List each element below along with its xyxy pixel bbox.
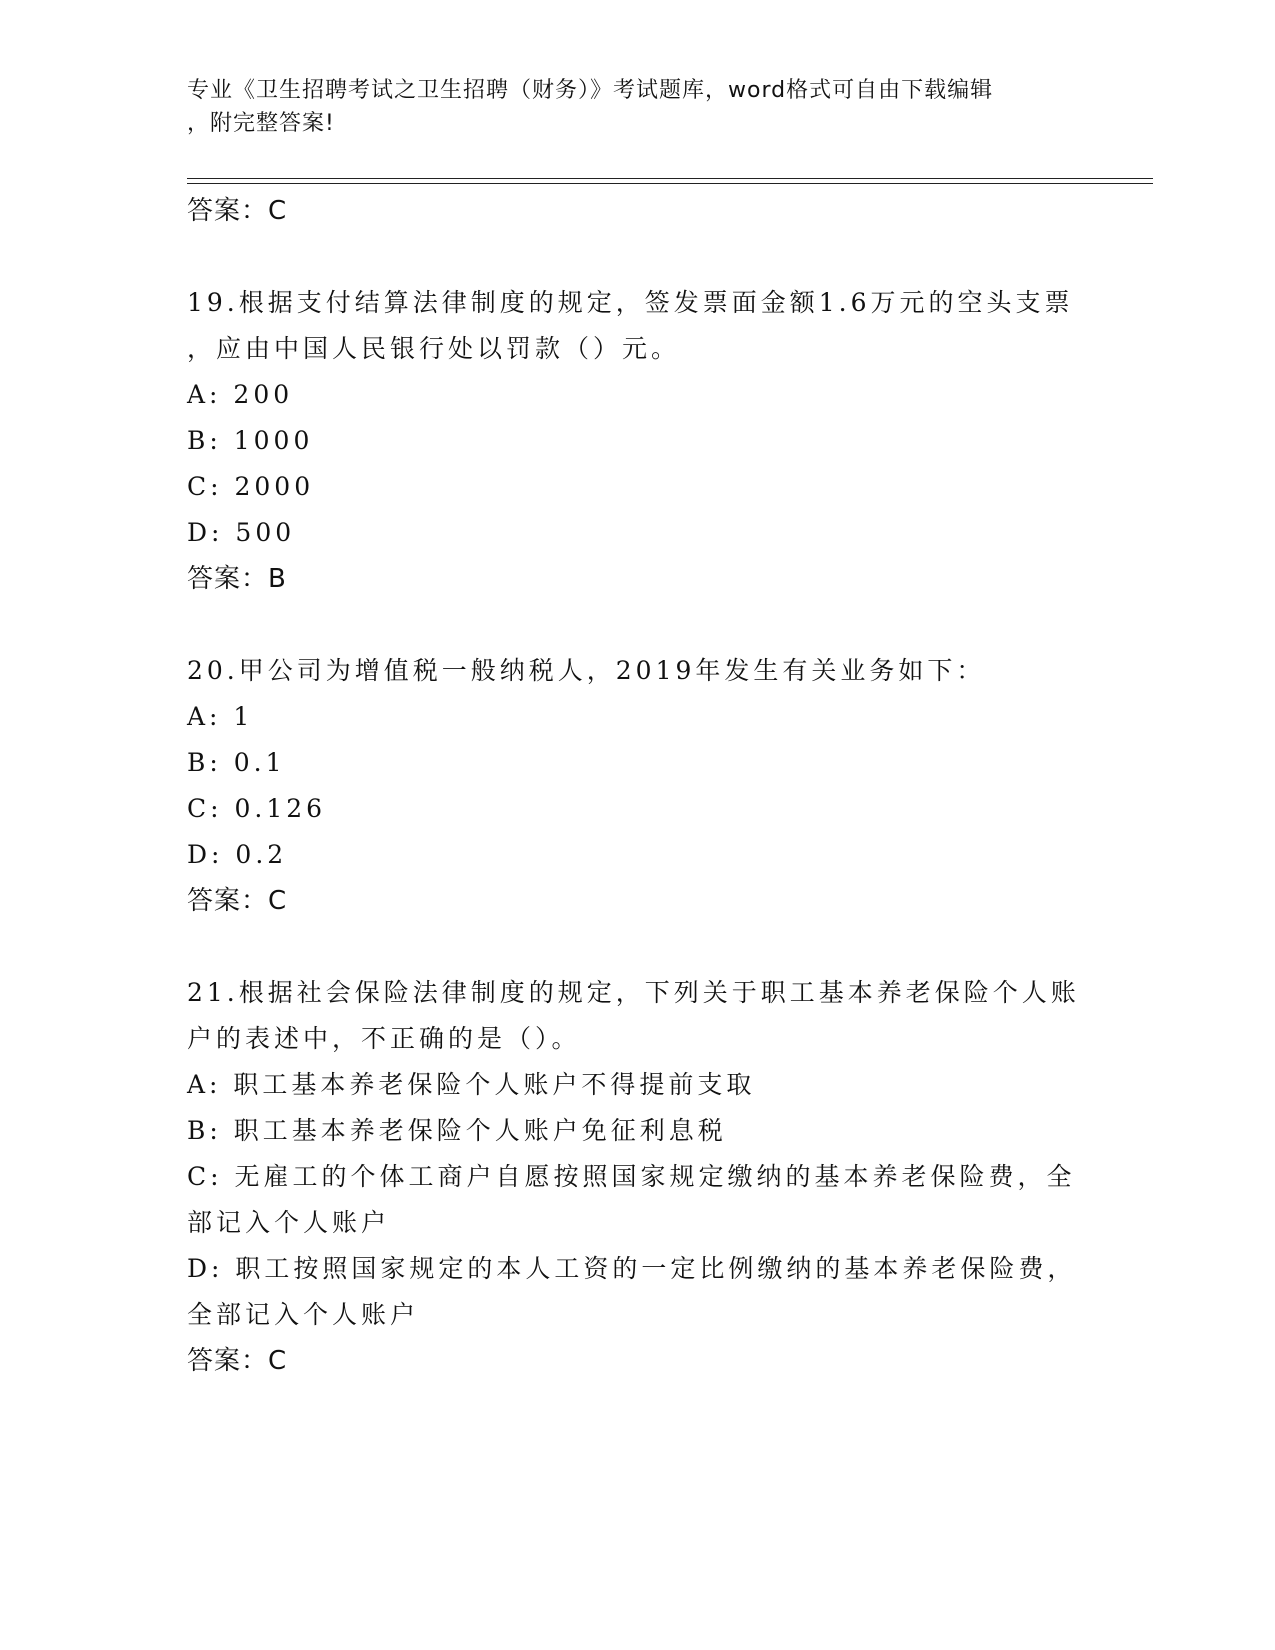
- header-line-2: ，附完整答案!: [187, 111, 335, 136]
- question-text-line: 户的表述中，不正确的是（）。: [187, 1024, 581, 1053]
- answer-line: 答案：B: [187, 564, 287, 594]
- question-text-line: 21.根据社会保险法律制度的规定，下列关于职工基本养老保险个人账: [187, 978, 1080, 1007]
- question-list: [187, 188, 1087, 1384]
- question-text-line: 20.甲公司为增值税一般纳税人，2019年发生有关业务如下：: [187, 656, 986, 685]
- answer-line: 答案：C: [187, 886, 288, 916]
- option-d: D: 500: [187, 518, 296, 547]
- question-block: [187, 970, 1087, 1384]
- spacer: [187, 924, 1087, 970]
- option-b: B: 1000: [187, 426, 314, 455]
- option-b: B: 职工基本养老保险个人账户免征利息税: [187, 1116, 727, 1145]
- question-block: [187, 280, 1087, 602]
- option-c: C: 0.126: [187, 794, 327, 823]
- option-c: C: 2000: [187, 472, 315, 501]
- option-a: A: 1: [187, 702, 254, 731]
- question-text-line: 19.根据支付结算法律制度的规定，签发票面金额1.6万元的空头支票: [187, 288, 1074, 317]
- header-divider: [187, 178, 1153, 179]
- option-d: D: 0.2: [187, 840, 288, 869]
- spacer: [187, 234, 1087, 280]
- option-a: A: 200: [187, 380, 294, 409]
- option-d: D: 职工按照国家规定的本人工资的一定比例缴纳的基本养老保险费，: [187, 1254, 1077, 1283]
- option-a: A: 职工基本养老保险个人账户不得提前支取: [187, 1070, 756, 1099]
- question-block: [187, 648, 1087, 924]
- spacer: [187, 602, 1087, 648]
- page-header: [187, 74, 1067, 140]
- answer-line: 答案：C: [187, 196, 288, 226]
- option-c: C: 无雇工的个体工商户自愿按照国家规定缴纳的基本养老保险费，全: [187, 1162, 1076, 1191]
- answer-line: 答案：C: [187, 1346, 288, 1376]
- option-d-continued: 全部记入个人账户: [187, 1300, 420, 1329]
- header-divider-secondary: [187, 183, 1153, 184]
- option-b: B: 0.1: [187, 748, 286, 777]
- question-text-line: ，应由中国人民银行处以罚款（）元。: [187, 334, 681, 363]
- option-c-continued: 部记入个人账户: [187, 1208, 391, 1237]
- header-line-1: 专业《卫生招聘考试之卫生招聘（财务）》考试题库，word格式可自由下载编辑: [187, 78, 994, 103]
